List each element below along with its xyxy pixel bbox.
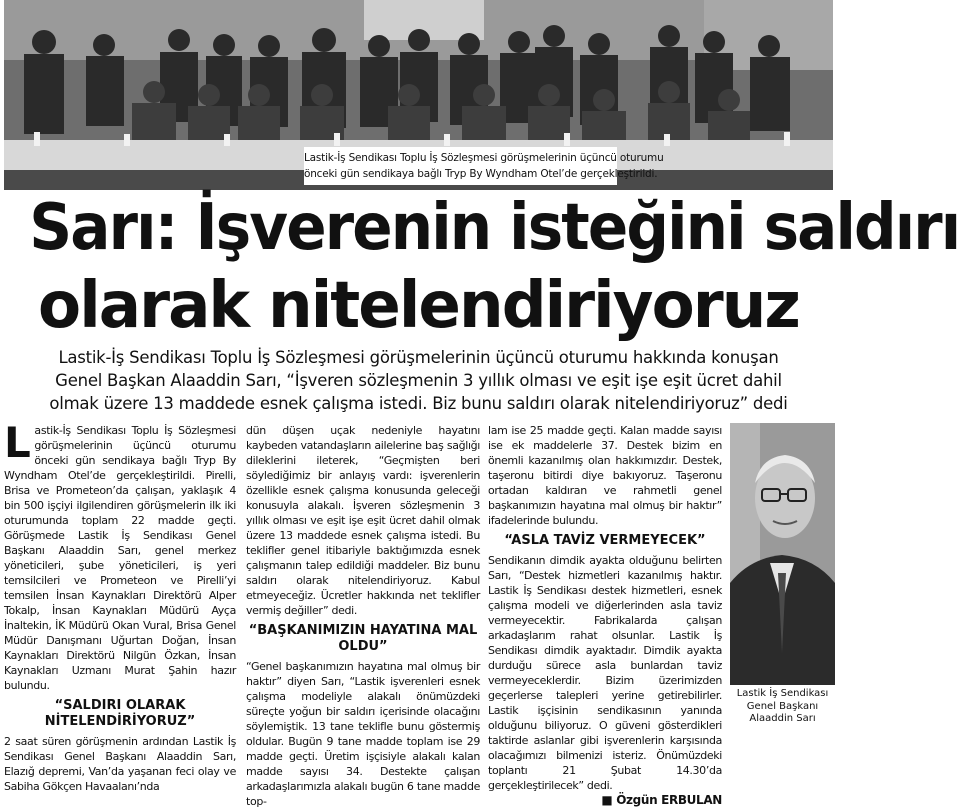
- column-2-paragraph-1: dün düşen uçak nedeniyle hayatını kaybeden vatandaşların ailelerine baş sağlığı dileklerini ileterek, “Geçmişten beri söylediğimiz bir anlayış vardı: işverenlerin özellikle esnek çalışma konusunda geleceği konusuyla alakalı. İşveren sözleşmenin 3 yıllık olması ve eşit işe eşit ücret dahil olmak üzere 13 maddede esnek çalışma istedi. Bu teklifler genel itibariyle baktığımızda esnek çalışmanın talep edildiği maddeler. Biz bunu saldırı olarak nitelendiriyoruz. Kabul etmeyeceğiz. Ücretler hakkında net teklifler vermiş değiller” dedi.: [246, 424, 480, 617]
- portrait-caption-line-1: Lastik İş Sendikası: [736, 688, 829, 699]
- portrait-caption-line-3: Alaaddin Sarı: [749, 713, 816, 724]
- dropcap: L: [4, 418, 31, 467]
- spot-line-1: Lastik-İş Sendikası Toplu İş Sözleşmesi görüşmelerinin üçüncü oturumu hakkında konuşan: [58, 348, 779, 367]
- portrait-caption: [730, 688, 835, 726]
- subhead-baskanimizin: “BAŞKANIMIZIN HAYATINA MAL OLDU”: [248, 623, 478, 654]
- portrait-caption-line-2: Genel Başkanı: [746, 700, 819, 712]
- column-1-paragraph-2: 2 saat süren görüşmenin ardından Lastik İş Sendikası Genel Başkanı Alaaddin Sarı, Elazığ depremi, Van’da yaşanan feci olay ve Sabiha Gökçen Havaalanı’nda: [4, 735, 236, 793]
- portrait-image: [730, 423, 835, 685]
- article-column-1: [4, 418, 236, 794]
- column-2-paragraph-2: “Genel başkanımızın hayatına mal olmuş bir haktır” diyen Sarı, “Lastik işverenleri esnek çalışma modeliyle alakalı önümüzdeki süreçte yoğun bir saldırı içerisinde olacağını söylemiştik. 13 tane teklifle bunu göstermiş oldular. Bugün 9 tane madde toplam ise 29 madde geçti. Üretim işçisiyle alakalı kalan madde sayısı 34. Destekte çalışan arkadaşlarımızla alakalı bugün 6 tane madde top-: [246, 660, 480, 808]
- spot-line-2: Genel Başkan Alaaddin Sarı, “İşveren sözleşmenin 3 yıllık olması ve eşit işe eşit ücret dahil: [55, 371, 782, 390]
- caption-line-2: önceki gün sendikaya bağlı Tryp By Wyndham Otel’de gerçekleştirildi.: [304, 168, 658, 180]
- spot-line-3: olmak üzere 13 maddede esnek çalışma istedi. Biz bunu saldırı olarak nitelendiriyoruz” dedi: [49, 394, 788, 413]
- headline-line-2: olarak nitelendiriyoruz: [38, 269, 799, 343]
- author-byline: ■ Özgün ERBULAN: [601, 793, 722, 807]
- column-1-paragraph-1-text: astik-İş Sendikası Toplu İş Sözleşmesi görüşmelerinin üçüncü oturumu önceki gün sendikaya bağlı Tryp By Wyndham Otel’de gerçekleştirildi. Pirelli, Brisa ve Prometeon’da çalışan, yaklaşık 4 bin 500 işçiyi ilgilendiren görüşmelerin ilk iki oturumunda toplam 22 madde geçti. Görüşmede Lastik İş Sendikası Genel Başkanı Alaaddin Sarı, genel merkez yöneticileri, şube yöneticileri, iş yeri temsilcileri ve Prometeon ve Pirelli’yi temsilen İnsan Kaynakları Direktörü Alper Tokalp, İnsan Kaynakları Müdürü Ayça İnaltekin, İK Müdürü Okan Vural, Brisa Genel Müdür Danışmanı Uğurtan Doğan, İnsan Kaynakları Direktörü Nilgün Özkan, İnsan Kaynakları Uzmanı Murat Şahin hazır bulundu.: [4, 424, 236, 692]
- portrait-photo: [730, 423, 835, 685]
- subhead-asla-taviz: “ASLA TAVİZ VERMEYECEK”: [504, 533, 706, 548]
- group-photo: [4, 0, 833, 190]
- article-column-2: [246, 423, 480, 809]
- subhead-saldiri: “SALDIRI OLARAK NİTELENDİRİYORUZ”: [44, 698, 196, 729]
- column-3-paragraph-1: lam ise 25 madde geçti. Kalan madde sayısı ise ek maddelerle 37. Destek bizim en önemli kazanılmış olan hakkımızdır. Destek, taşeronu bitirdi diye bakıyoruz. Taşeronu ortadan kaldıran ve rahmetli genel başkanımızın hayatına mal olmuş bir haktır” ifadelerinde bulundu.: [488, 424, 722, 527]
- headline-line-1: Sarı: İşverenin isteğini saldırı: [29, 191, 959, 265]
- spot-text: [0, 346, 837, 415]
- caption-line-1: Lastik-İş Sendikası Toplu İş Sözleşmesi görüşmelerinin üçüncü oturumu: [304, 152, 664, 164]
- article-column-3: [488, 423, 722, 808]
- column-3-paragraph-2: Sendikanın dimdik ayakta olduğunu belirten Sarı, “Destek hizmetleri kazanılmış haktır. Lastik İş Sendikası destek hizmetleri, esnek çalışma modeli ve diğerlerinden asla taviz vermeyecektir. Fabrikalarda çalışan arkadaşlarım rahat olsunlar. Lastik İş Sendikası dimdik ayaktadır. Dimdik ayakta durduğu sürece asla bunlardan taviz vermeyeceklerdir. Bizim üzerimizden geçerlerse talepleri yerine getirebilirler. Lastik işçisinin sendikasının yanında olduğunu biliyoruz. O güveni gösterdikleri taktirde aslanlar gibi işverenlerin karşısında olacağımızı bilmenizi isteriz. Önümüzdeki toplantı 21 Şubat 14.30’da gerçekleştirilecek” dedi.: [488, 554, 722, 792]
- column-1-paragraph-1: [4, 418, 236, 693]
- group-photo-caption: [304, 147, 664, 185]
